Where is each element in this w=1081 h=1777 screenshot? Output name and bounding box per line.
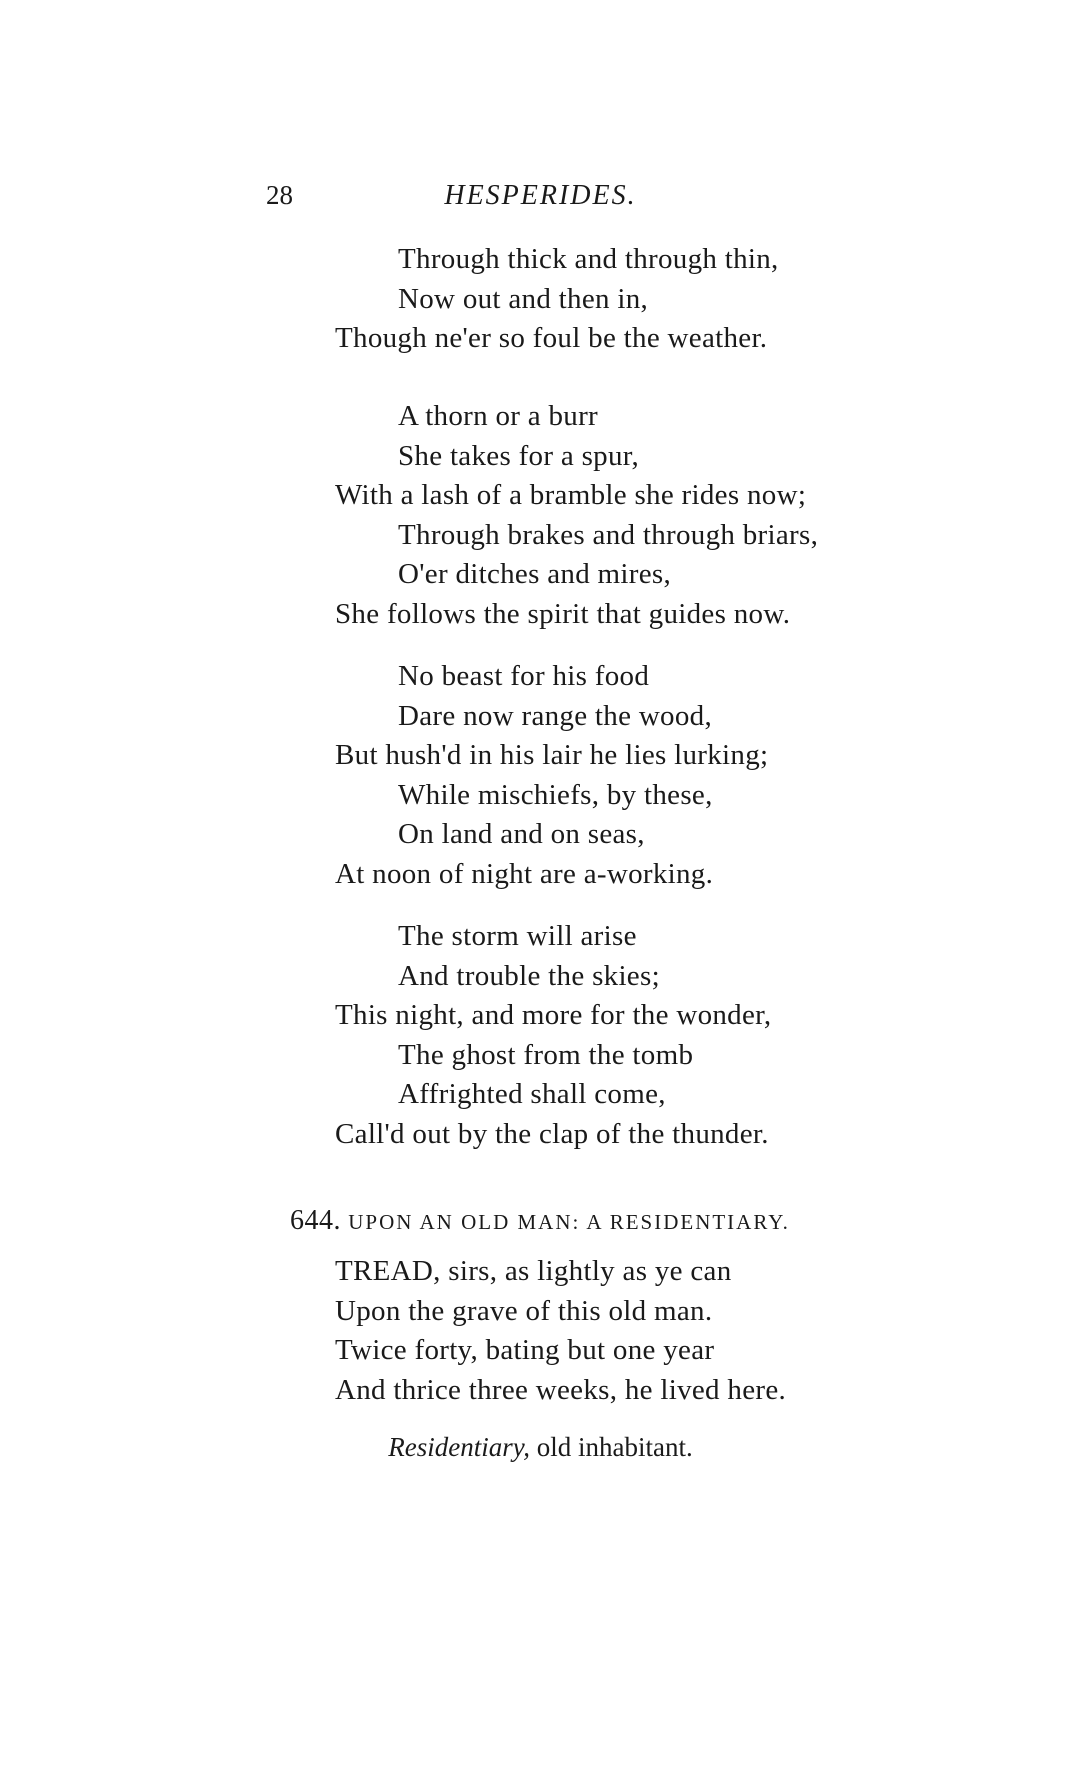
verse-line: TREAD, sirs, as lightly as ye can: [335, 1255, 732, 1287]
poem-heading: [290, 1205, 790, 1237]
verse-line: This night, and more for the wonder,: [335, 999, 772, 1032]
running-head: HESPERIDES.: [444, 180, 637, 211]
verse-line: And thrice three weeks, he lived here.: [335, 1373, 787, 1406]
verse-line: The ghost from the tomb: [398, 1038, 694, 1071]
page-number: 28: [266, 180, 293, 210]
poem-number: 644.: [290, 1205, 341, 1236]
verse-line: But hush'd in his lair he lies lurking;: [335, 739, 769, 772]
verse-line: Now out and then in,: [398, 282, 649, 315]
verse-line: Affrighted shall come,: [398, 1078, 666, 1111]
footnote-term: Residentiary,: [388, 1432, 530, 1462]
verse-line: Through brakes and through briars,: [398, 518, 819, 551]
verse-line: Call'd out by the clap of the thunder.: [335, 1118, 769, 1150]
verse-line: Dare now range the wood,: [398, 699, 713, 732]
verse-line: At noon of night are a-working.: [335, 858, 714, 890]
verse-line: The storm will arise: [398, 920, 637, 952]
verse-line: On land and on seas,: [398, 818, 645, 851]
verse-line: She follows the spirit that guides now.: [335, 598, 791, 630]
verse-line: Through thick and through thin,: [398, 243, 779, 275]
verse-line: Though ne'er so foul be the weather.: [335, 322, 768, 355]
verse-line: Upon the grave of this old man.: [335, 1294, 713, 1327]
verse-line: A thorn or a burr: [398, 400, 599, 432]
footnote-definition: old inhabitant.: [530, 1432, 693, 1462]
verse-line: Twice forty, bating but one year: [335, 1334, 715, 1367]
verse-line: And trouble the skies;: [398, 959, 660, 992]
verse-line: O'er ditches and mires,: [398, 558, 672, 591]
verse-line: She takes for a spur,: [398, 439, 640, 472]
poem-title: UPON AN OLD MAN: A RESIDENTIARY.: [348, 1210, 790, 1234]
verse-line: While mischiefs, by these,: [398, 778, 713, 811]
verse-line: No beast for his food: [398, 660, 650, 692]
page-header: [0, 180, 1081, 216]
verse-line: With a lash of a bramble she rides now;: [335, 479, 807, 512]
footnote: [0, 1432, 1081, 1463]
